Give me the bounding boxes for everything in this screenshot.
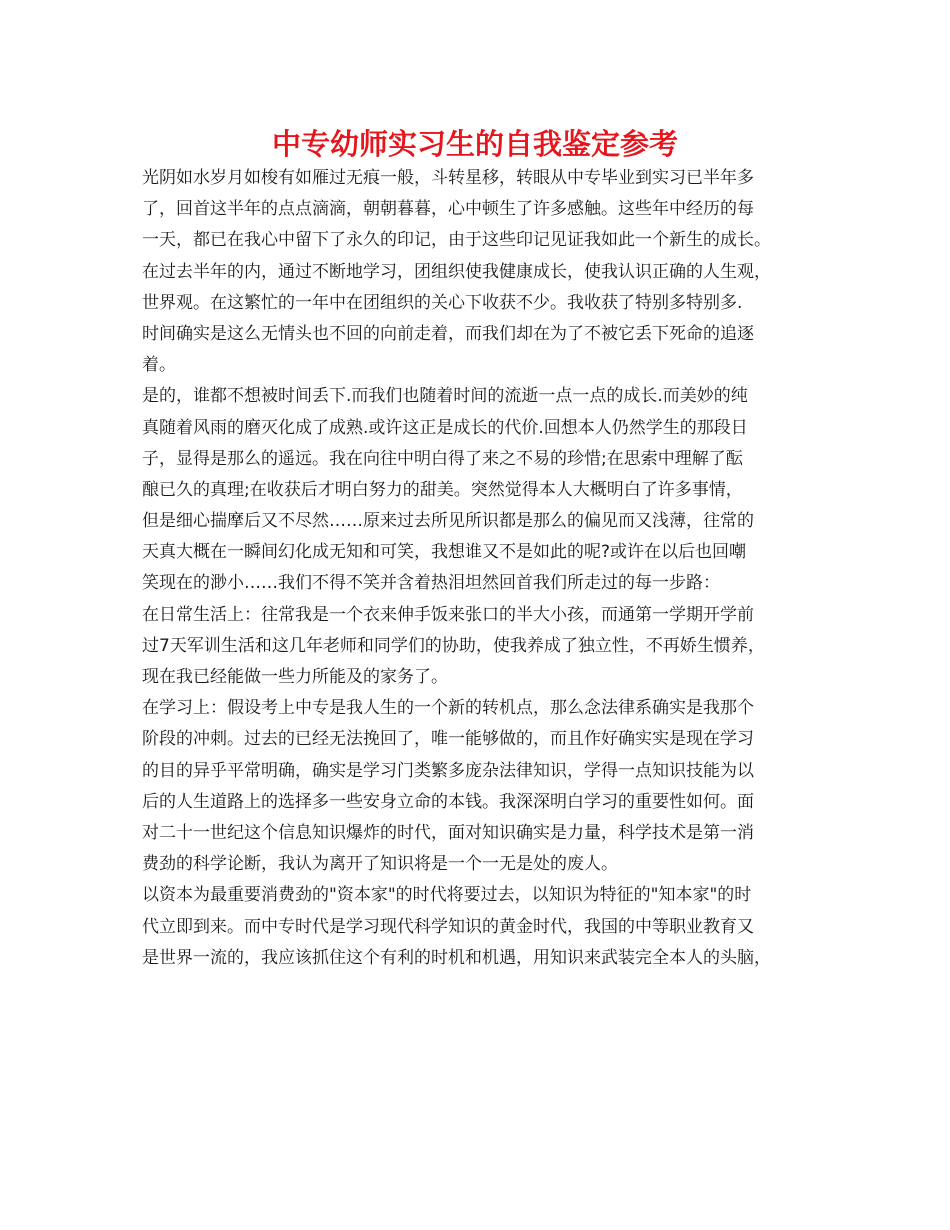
body-line: 光阴如水岁月如梭有如雁过无痕一般，斗转星移，转眼从中专毕业到实习已半年多	[142, 168, 754, 188]
body-line: 以资本为最重要消费劲的"资本家"的时代将要过去，以知识为特征的"知本家"的时	[142, 885, 752, 906]
body-line: 着。	[142, 355, 176, 376]
body-line: 子，显得是那么的遥远。我在向往中明白得了来之不易的珍惜;在思索中理解了酝	[142, 448, 743, 469]
body-line: 是世界一流的，我应该抓住这个有利的时机和机遇，用知识来武装完全本人的头脑，	[142, 947, 771, 968]
body-line: 但是细心揣摩后又不尽然……原来过去所见所识都是那么的偏见而又浅薄，往常的	[142, 511, 754, 532]
body-line: 后的人生道路上的选择多一些安身立命的本钱。我深深明白学习的重要性如何。面	[142, 791, 754, 812]
body-line: 现在我已经能做一些力所能及的家务了。	[142, 667, 448, 687]
body-line: 在日常生活上：往常我是一个衣来伸手饭来张口的半大小孩，而通第一学期开学前	[142, 604, 754, 625]
body-line: 了，回首这半年的点点滴滴，朝朝暮暮，心中顿生了许多感触。这些年中经历的每	[142, 199, 754, 220]
body-line: 酿已久的真理;在收获后才明白努力的甜美。突然觉得本人大概明白了许多事情，	[142, 479, 743, 500]
body-line: 世界观。在这繁忙的一年中在团组织的关心下收获不少。我收获了特别多特别多.	[142, 292, 743, 313]
body-line: 过7天军训生活和这几年老师和同学们的协助，使我养成了独立性，不再娇生惯养，	[142, 635, 765, 656]
body-line: 阶段的冲刺。过去的已经无法挽回了，唯一能够做的，而且作好确实实是现在学习	[142, 729, 754, 750]
document-body	[142, 163, 812, 974]
body-line: 费劲的科学论断，我认为离开了知识将是一个一无是处的废人。	[142, 854, 618, 875]
document-title: 中专幼师实习生的自我鉴定参考	[271, 127, 678, 161]
body-line: 的目的异乎平常明确，确实是学习门类繁多庞杂法律知识，学得一点知识技能为以	[142, 760, 754, 781]
body-line: 在过去半年的内，通过不断地学习，团组织使我健康成长，使我认识正确的人生观，	[142, 261, 771, 282]
body-line: 一天，都已在我心中留下了永久的印记，由于这些印记见证我如此一个新生的成长。	[142, 230, 771, 251]
body-line: 代立即到来。而中专时代是学习现代科学知识的黄金时代，我国的中等职业教育又	[142, 916, 754, 937]
body-line: 天真大概在一瞬间幻化成无知和可笑，我想谁又不是如此的呢?或许在以后也回嘲	[142, 542, 747, 563]
body-line: 时间确实是这么无情头也不回的向前走着，而我们却在为了不被它丢下死命的追逐	[142, 323, 754, 344]
body-line: 真随着风雨的磨灭化成了成熟.或许这正是成长的代价.回想本人仍然学生的那段日	[142, 417, 748, 438]
body-line: 笑现在的渺小……我们不得不笑并含着热泪坦然回首我们所走过的每一步路：	[142, 573, 720, 594]
body-line: 对二十一世纪这个信息知识爆炸的时代，面对知识确实是力量，科学技术是第一消	[142, 822, 754, 843]
body-line: 在学习上：假设考上中专是我人生的一个新的转机点，那么念法律系确实是我那个	[142, 698, 754, 719]
body-line: 是的，谁都不想被时间丢下.而我们也随着时间的流逝一点一点的成长.而美妙的纯	[142, 386, 748, 407]
